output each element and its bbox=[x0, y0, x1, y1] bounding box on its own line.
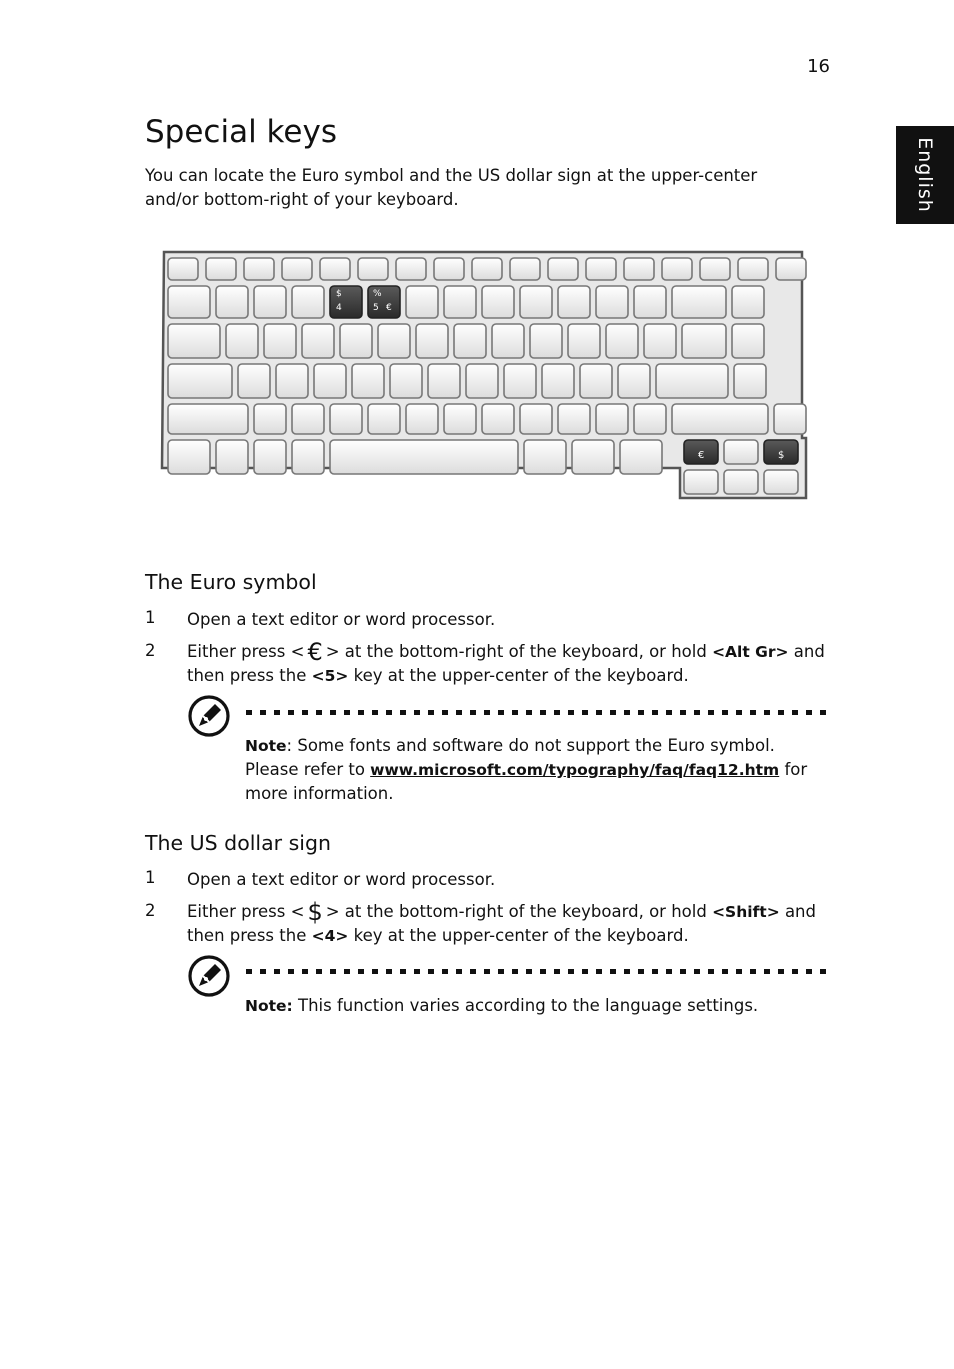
keyboard-key bbox=[524, 440, 566, 474]
keyboard-key bbox=[596, 286, 628, 318]
keyboard-key bbox=[238, 364, 270, 398]
note-pen-icon bbox=[187, 954, 231, 998]
function-key bbox=[168, 258, 198, 280]
function-key bbox=[206, 258, 236, 280]
keyboard-key bbox=[216, 440, 248, 474]
keyboard-key bbox=[732, 324, 764, 358]
function-key bbox=[282, 258, 312, 280]
keyboard-key bbox=[406, 404, 438, 434]
keyboard-key bbox=[314, 364, 346, 398]
function-key bbox=[624, 258, 654, 280]
keyboard-key bbox=[672, 404, 768, 434]
keyboard-key bbox=[684, 470, 718, 494]
keyboard-key bbox=[492, 324, 524, 358]
keyboard-key bbox=[724, 470, 758, 494]
key-percent-5-alt: € bbox=[386, 303, 392, 313]
dollar-note: Note: This function varies according to the language settings. bbox=[245, 996, 759, 1015]
function-key bbox=[244, 258, 274, 280]
keyboard-key bbox=[724, 440, 758, 464]
key-5: <5> bbox=[311, 667, 349, 685]
dollar-step-1-number: 1 bbox=[145, 868, 156, 887]
keyboard-key bbox=[390, 364, 422, 398]
keyboard-key bbox=[292, 440, 324, 474]
page-title: Special keys bbox=[145, 114, 337, 150]
euro-section-heading: The Euro symbol bbox=[145, 570, 317, 594]
function-key bbox=[662, 258, 692, 280]
keyboard-key bbox=[168, 364, 232, 398]
note-pen-icon bbox=[187, 694, 231, 738]
keyboard-key bbox=[292, 404, 324, 434]
keyboard-key bbox=[444, 286, 476, 318]
key-percent-5-top: % bbox=[373, 289, 382, 299]
keyboard-key bbox=[568, 324, 600, 358]
language-tab-label: English bbox=[914, 137, 937, 213]
keyboard-key bbox=[466, 364, 498, 398]
key-euro-label: € bbox=[698, 450, 705, 461]
note-label: Note: bbox=[245, 997, 293, 1015]
keyboard-key bbox=[168, 404, 248, 434]
function-key bbox=[586, 258, 616, 280]
keyboard-key bbox=[352, 364, 384, 398]
keyboard-key bbox=[168, 324, 220, 358]
keyboard-key bbox=[558, 404, 590, 434]
keyboard-key bbox=[580, 364, 612, 398]
key-4-highlight bbox=[330, 286, 362, 318]
keyboard-key bbox=[302, 324, 334, 358]
key-percent-5-bottom: 5 bbox=[373, 303, 379, 313]
function-key bbox=[472, 258, 502, 280]
keyboard-key bbox=[682, 324, 726, 358]
keyboard-key bbox=[378, 324, 410, 358]
keyboard-key bbox=[330, 404, 362, 434]
euro-step-1-number: 1 bbox=[145, 608, 156, 627]
dollar-symbol-icon: $ bbox=[307, 898, 323, 926]
keyboard-key bbox=[482, 286, 514, 318]
note-label: Note bbox=[245, 737, 287, 755]
keyboard-key bbox=[216, 286, 248, 318]
keyboard-key bbox=[444, 404, 476, 434]
keyboard-key bbox=[734, 364, 766, 398]
keyboard-key bbox=[774, 404, 806, 434]
shift-key: <Shift> bbox=[712, 903, 780, 921]
keyboard-key bbox=[572, 440, 614, 474]
key-dollar-4-bottom: 4 bbox=[336, 303, 342, 313]
keyboard-key bbox=[606, 324, 638, 358]
keyboard-key bbox=[168, 440, 210, 474]
keyboard-key bbox=[504, 364, 536, 398]
dollar-step-2-number: 2 bbox=[145, 901, 156, 920]
dollar-section-heading: The US dollar sign bbox=[145, 831, 332, 855]
keyboard-key bbox=[254, 440, 286, 474]
alt-gr-key: <Alt Gr> bbox=[712, 643, 789, 661]
function-key bbox=[738, 258, 768, 280]
keyboard-key bbox=[168, 286, 210, 318]
keyboard-key bbox=[428, 364, 460, 398]
keyboard-key bbox=[330, 440, 518, 474]
euro-step-1-text: Open a text editor or word processor. bbox=[187, 610, 496, 629]
keyboard-key bbox=[276, 364, 308, 398]
euro-step-2-text: Either press < € > at the bottom-right of the keyboard, or hold <Alt Gr> and then press the <5> key at the upper-center of the keyboard. bbox=[187, 638, 825, 685]
function-key bbox=[700, 258, 730, 280]
euro-note: Note: Some fonts and software do not support the Euro symbol. Please refer to www.microsoft.com/typography/faq/faq12.htm for more information. bbox=[245, 736, 808, 803]
keyboard-key bbox=[482, 404, 514, 434]
note-divider bbox=[246, 710, 830, 715]
keyboard-key bbox=[644, 324, 676, 358]
dollar-step-2-text: Either press < $ > at the bottom-right of the keyboard, or hold <Shift> and then press the <4> key at the upper-center of the keyboard. bbox=[187, 898, 816, 945]
function-key bbox=[776, 258, 806, 280]
key-dollar-4-top: $ bbox=[336, 289, 342, 299]
keyboard-key bbox=[292, 286, 324, 318]
key-4: <4> bbox=[311, 927, 349, 945]
keyboard-key bbox=[618, 364, 650, 398]
keyboard-key bbox=[340, 324, 372, 358]
language-tab bbox=[896, 126, 954, 224]
keyboard-key bbox=[530, 324, 562, 358]
keyboard-key bbox=[620, 440, 662, 474]
keyboard-key bbox=[672, 286, 726, 318]
keyboard-key bbox=[764, 470, 798, 494]
keyboard-illustration bbox=[158, 248, 808, 503]
keyboard-key bbox=[226, 324, 258, 358]
keyboard-key bbox=[520, 286, 552, 318]
function-key bbox=[396, 258, 426, 280]
keyboard-key bbox=[656, 364, 728, 398]
keyboard-key bbox=[368, 404, 400, 434]
keyboard-key bbox=[454, 324, 486, 358]
dollar-step-1-text: Open a text editor or word processor. bbox=[187, 870, 496, 889]
keyboard-key bbox=[520, 404, 552, 434]
keyboard-key bbox=[558, 286, 590, 318]
keyboard-key bbox=[416, 324, 448, 358]
keyboard-key bbox=[732, 286, 764, 318]
microsoft-faq-link[interactable]: www.microsoft.com/typography/faq/faq12.htm bbox=[370, 761, 780, 779]
function-key bbox=[320, 258, 350, 280]
keyboard-key bbox=[406, 286, 438, 318]
keyboard-keys bbox=[168, 258, 806, 494]
keyboard-key bbox=[254, 404, 286, 434]
keyboard-key bbox=[264, 324, 296, 358]
function-key bbox=[434, 258, 464, 280]
keyboard-key bbox=[254, 286, 286, 318]
keyboard-key bbox=[634, 404, 666, 434]
function-key bbox=[358, 258, 388, 280]
note-divider bbox=[246, 969, 830, 974]
keyboard-key bbox=[634, 286, 666, 318]
key-dollar-label: $ bbox=[778, 450, 785, 461]
euro-step-2-number: 2 bbox=[145, 641, 156, 660]
keyboard-key bbox=[596, 404, 628, 434]
page-number: 16 bbox=[807, 56, 830, 77]
keyboard-key bbox=[542, 364, 574, 398]
function-key bbox=[510, 258, 540, 280]
euro-symbol-icon: € bbox=[307, 638, 323, 666]
function-key bbox=[548, 258, 578, 280]
intro-paragraph: You can locate the Euro symbol and the US dollar sign at the upper-center and/or bottom-right of your keyboard. bbox=[145, 166, 758, 209]
